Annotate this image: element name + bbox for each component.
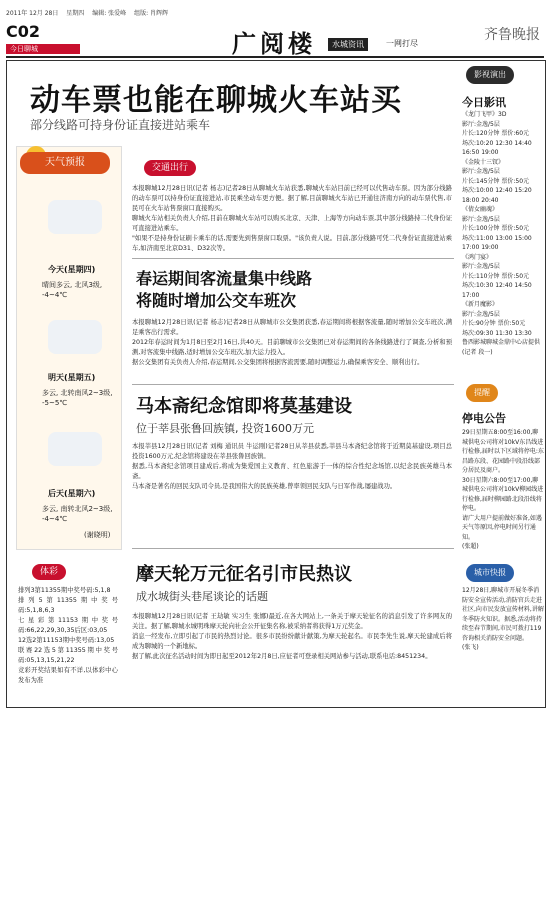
cloudy-icon bbox=[48, 320, 102, 354]
masthead bbox=[6, 20, 544, 58]
sports-label: 体彩 bbox=[32, 564, 66, 580]
top-info-bar bbox=[6, 8, 544, 20]
divider bbox=[132, 384, 454, 385]
weather-credit: (谢晓明) bbox=[84, 531, 111, 539]
issue-date: 2011年 12月 28日 bbox=[6, 10, 59, 17]
lead-subtitle: 部分线路可持身份证直接进站乘车 bbox=[30, 118, 211, 132]
movie-text: 《龙门飞甲》3D 影厅:金逸/5层 片长:120分钟 票价:60元 场次:10:20 12:30 14:40 16:50 19:00 《金陵十三钗》 影厅:金逸/5层 片长:145分钟 票价:50元 场次:10:00 12:40 15:20 18:00 20:40 《倩女幽魂》 影厅:金逸/5层 片长:100分钟 票价:50元 场次:11:00 13:00 15:00 17:00 19:00 《鸿门宴》 影厅:金逸/5层 片长:110分钟 票价:50元 场次:10:30 12:40 14:50 17:00 《新月魔影》 影厅:金逸/5层 片长:90分钟 票价:50元 场次:09:30 11:30 13:30 鲁西影城聊城金鼎中心店提供 (记者 段一) bbox=[462, 111, 541, 356]
weather-label: 天气预报 bbox=[20, 152, 110, 174]
article3-text: 本报莘县12月28日讯(记者 刘梅 通讯员 牛运刚)记者28日从莘县获悉,莘县马本斋纪念馆将于近期莫基建设,项目总投资1600万元,纪念馆将建设在莘县张鲁回族镇。 据悉,马本斋纪念馆项目建成后,将成为集爱国主义教育、红色旅游于一体的综合性纪念场馆,以纪念民族英雄马本斋。 马本斋是著名的回民支队司令员,是我国伟大的民族英雄,曾率领回民支队与日军作战,屡建战功。 bbox=[132, 443, 452, 490]
weather-day-name: 明天(星期五) bbox=[48, 373, 96, 382]
divider bbox=[132, 258, 454, 259]
city-label: 城市快报 bbox=[466, 564, 514, 582]
weather-day-name: 后天(星期六) bbox=[48, 489, 96, 498]
page-number: C02 bbox=[6, 22, 41, 41]
weather-day-desc: 多云, 南转北风2~3级, -4~4℃ bbox=[42, 505, 113, 523]
cloudy-icon bbox=[48, 432, 102, 466]
city-text: 12月28日,聊城市开展冬季消防安全宣传活动,消防官兵走进社区,向市民发放宣传材料,讲解冬季防火知识。据悉,活动将持续至春节期间,市民可拨打119咨询相关消防安全问题。 (张飞) bbox=[462, 587, 544, 651]
notice-label: 提醒 bbox=[466, 384, 498, 402]
section-slogan: 一网打尽 bbox=[386, 39, 418, 48]
section-subtitle: 水城资讯 bbox=[328, 38, 368, 51]
page-tag: 今日聊城 bbox=[6, 44, 80, 54]
editor-credit: 编辑: 张爱峰 bbox=[92, 10, 127, 17]
designer-credit: 组版: 肖辉辉 bbox=[134, 10, 169, 17]
issue-weekday: 星期四 bbox=[66, 10, 85, 17]
sports-text: 排列3第11355期中奖号码:5,1,8 排列5第11355期中奖号码:5,1,8,6,3 七星彩第11153期中奖号码:66,22,29,30,35后区:03,05 12选2第11153期中奖号码:13,05 联赛22选5第11355期中奖号码:05,13,15,21,22 竞彩开奖结果如有不详,以体彩中心发布为准 bbox=[18, 587, 118, 684]
section-title: 广阅楼 bbox=[232, 29, 316, 58]
divider bbox=[132, 548, 454, 549]
lead-title: 动车票也能在聊城火车站买 bbox=[30, 83, 402, 118]
article3-subtitle: 位于莘县张鲁回族镇, 投资1600万元 bbox=[136, 422, 314, 435]
notice-title: 停电公告 bbox=[462, 412, 506, 425]
article4-title: 摩天轮万元征名引市民热议 bbox=[136, 564, 352, 585]
article3-title: 马本斋纪念馆即将莫基建设 bbox=[136, 396, 352, 417]
movie-label: 影视演出 bbox=[466, 66, 514, 84]
article2-text: 本报聊城12月28日讯(记者 杨志)记者28日从聊城市公交集团获悉,春运期间将根据客流量,随时增加公交车班次,满足乘客出行需求。 2012年春运时间为1月8日至2月16日,共40天。目前聊城市公交集团已对春运期间的各条线路进行了调查,分析和预测,对客流集中线路,适时增加公交车班次,加大运力投入。 据公交集团有关负责人介绍,春运期间,公交集团将根据客流需要,随时调整运力,确保乘客安全、顺利出行。 bbox=[132, 319, 452, 366]
notice-text: 29日星期五8:00至16:00,聊城供电公司将对10kV东昌线进行检修,届时以下区域将停电:东昌路东段、花园路中段沿线部分居民及商户。 30日星期六8:00至17:00,聊城供电公司将对10kV柳园线进行检修,届时柳园路北段沿线将停电。 请广大用户提前做好准备,如遇天气等原因,停电时间另行通知。 (张超) bbox=[462, 429, 544, 550]
sunny-icon bbox=[48, 200, 102, 234]
lead-text: 本报聊城12月28日讯(记者 杨志)记者28日从聊城火车站获悉,聊城火车站目前已经可以代售动车票。因为部分线路的动车票可以持身份证直接进站,市民乘坐动车更方便。据了解,目前聊城火车站已开通往济南方向的动车票代售,市民可在火车站售票窗口直接购买。 聊城火车站相关负责人介绍,目前在聊城火车站可以购买北京、天津、上海等方向动车票,其中部分线路持二代身份证可直接进站乘车。 "如果不是持身份证刷卡乘车的话,需要先到售票窗口取票。"该负责人说。目前,部分线路可凭二代身份证直接进站乘车,如济南至北京D31、D32次等。 bbox=[132, 185, 452, 252]
traffic-tag: 交通出行 bbox=[144, 160, 196, 176]
article2-title-line2: 将随时增加公交车班次 bbox=[136, 291, 297, 310]
article4-subtitle: 成水城街头巷尾谈论的话题 bbox=[136, 590, 268, 603]
weather-day-desc: 晴间多云, 北风3级, -4~4℃ bbox=[42, 281, 103, 299]
brand-logo: 齐鲁晚报 bbox=[484, 27, 540, 43]
article2-title-line1: 春运期间客流量集中线路 bbox=[136, 269, 313, 288]
article4-text: 本报聊城12月28日讯(记者 王劫敏 实习生 张娜)最近,在各大网站上,一条关于摩天轮征名的消息引发了许多网友的关注。据了解,聊城水城明珠摩天轮向社会公开征集名称,被采纳者将获得1万元奖金。 消息一经发布,立即引起了市民的热烈讨论。很多市民纷纷献计献策,为摩天轮起名。市民李先生说,摩天轮建成后将成为聊城的一个新地标。 据了解,此次征名活动时间为即日起至2012年2月8日,应征者可登录相关网站参与活动,联系电话:8451234。 bbox=[132, 613, 452, 660]
weather-day-desc: 多云, 北转南风2~3级, -5~5℃ bbox=[42, 389, 113, 407]
movie-title: 今日影讯 bbox=[462, 96, 506, 109]
weather-day-name: 今天(星期四) bbox=[48, 265, 96, 274]
